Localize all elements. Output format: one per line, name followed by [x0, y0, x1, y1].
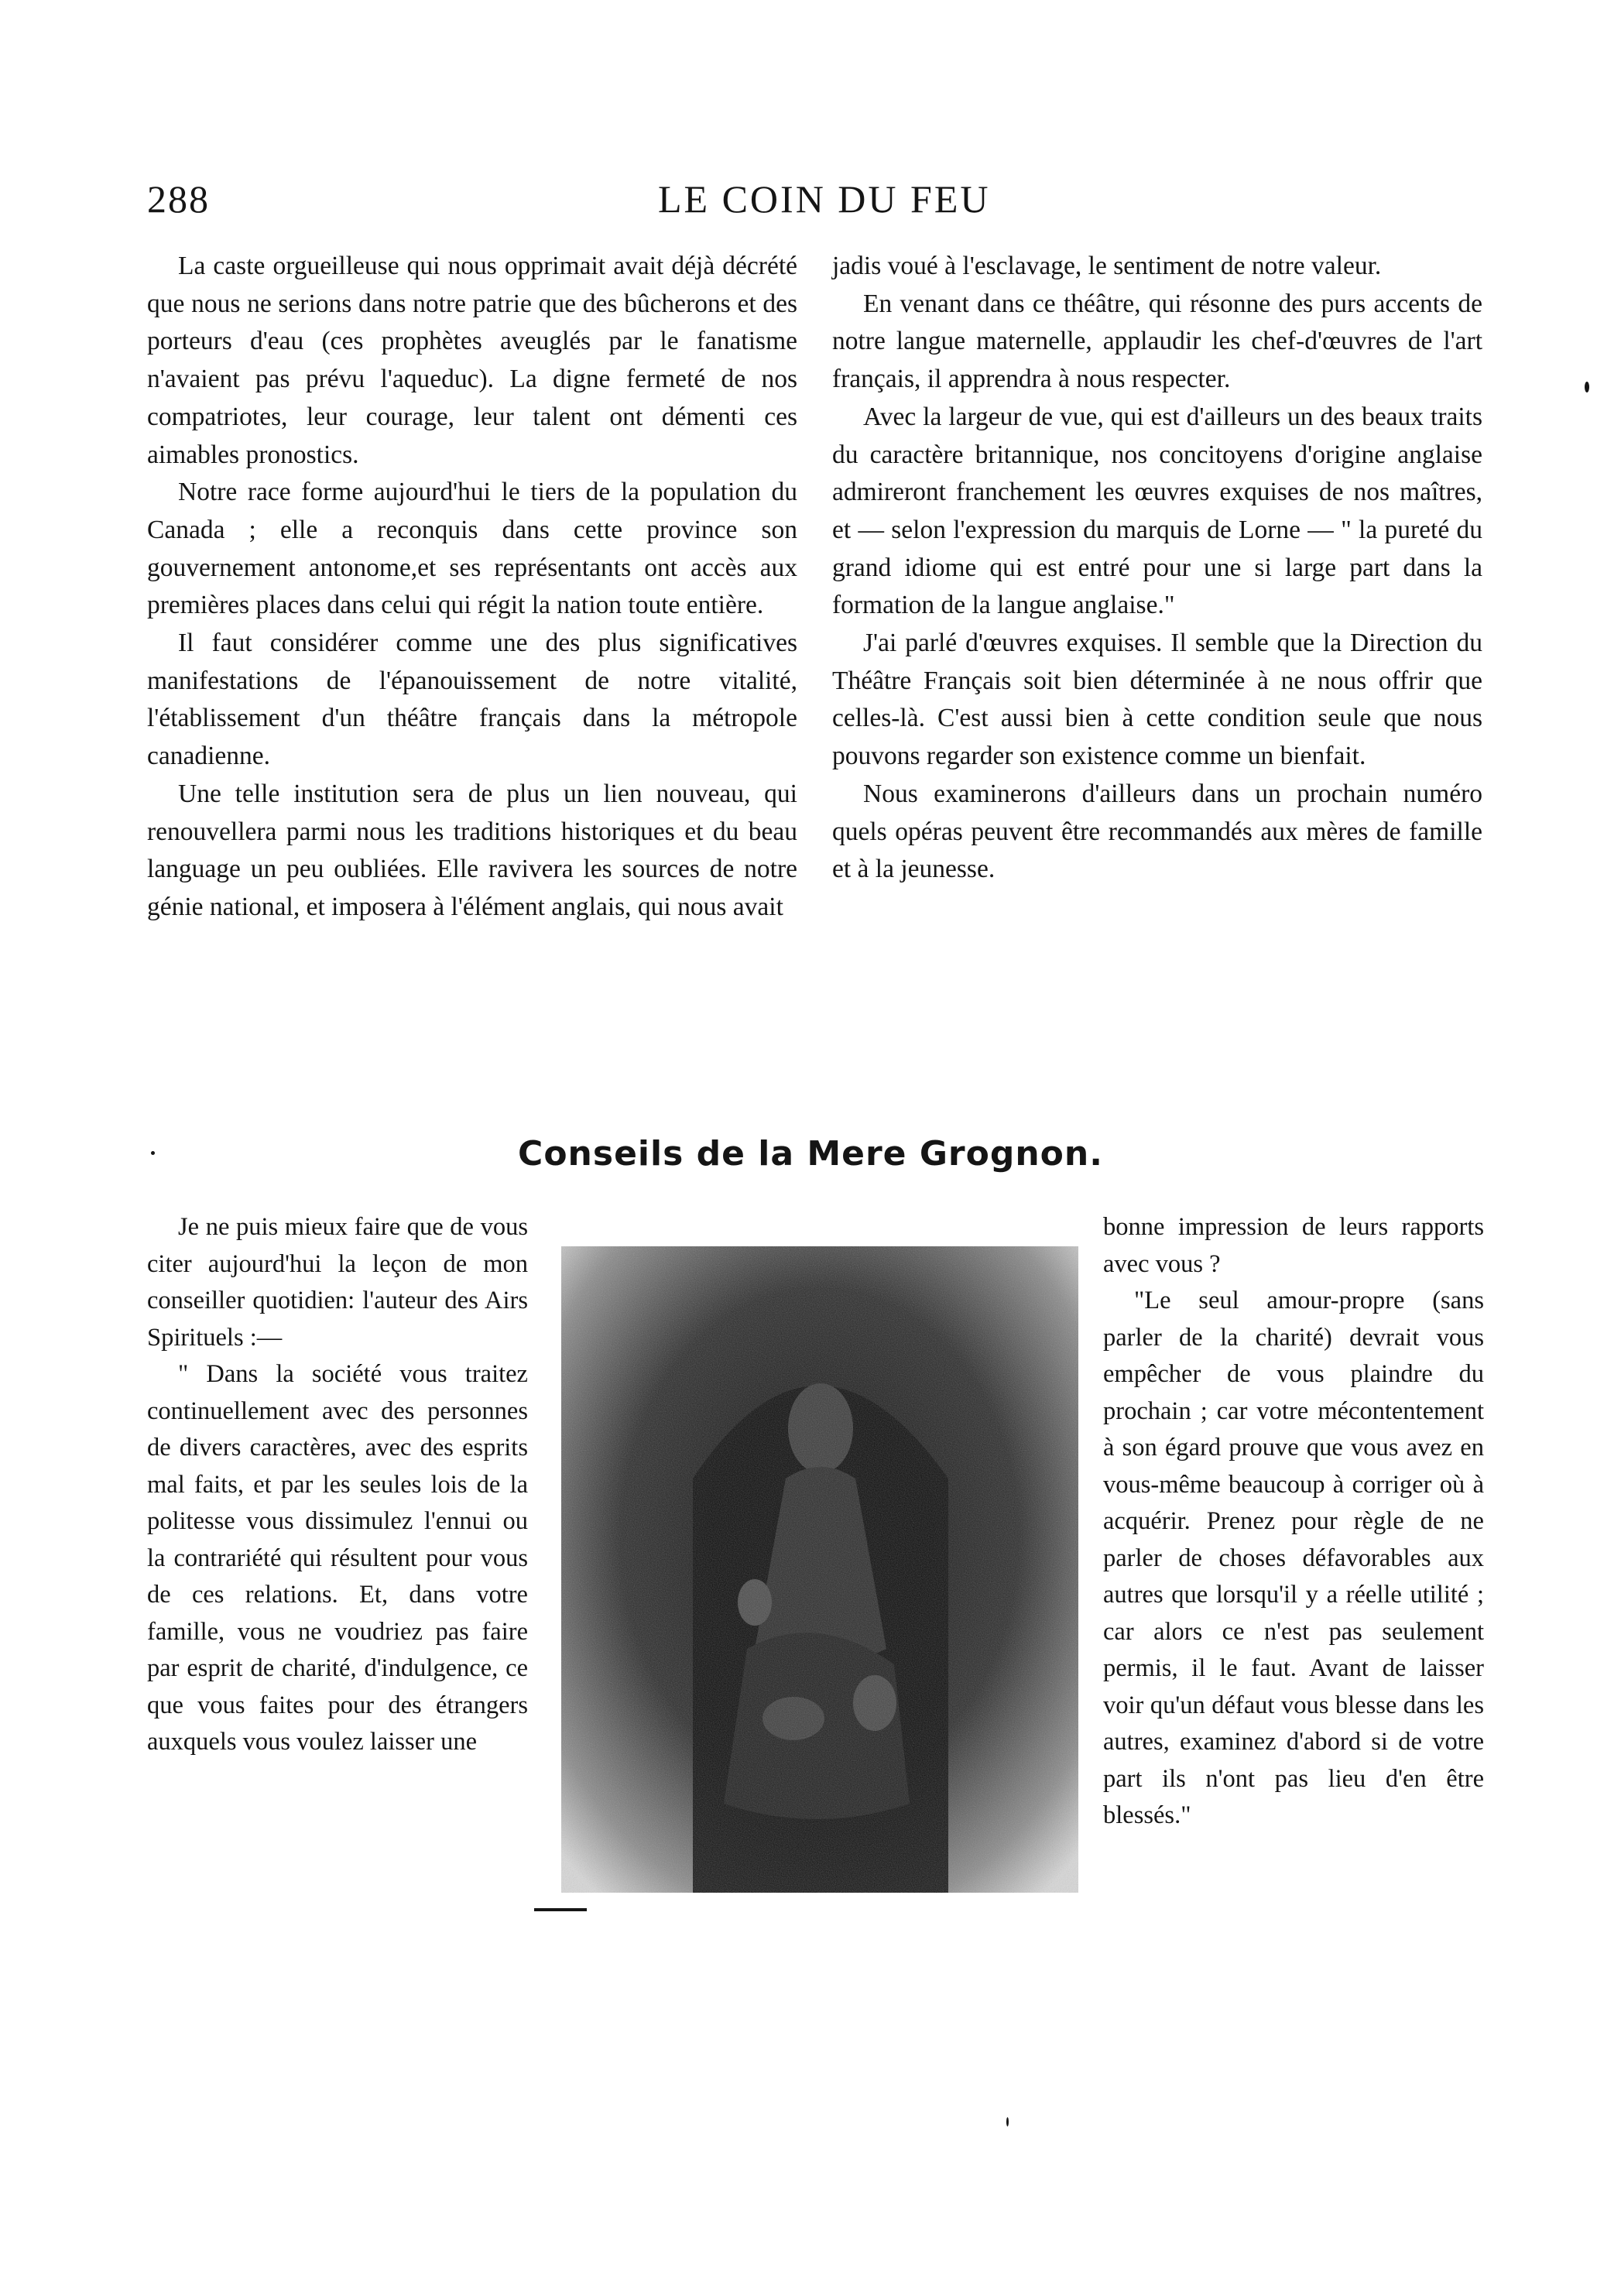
article1-paragraph: En venant dans ce théâtre, qui résonne des purs accents de notre langue maternelle, applaudir les chef-d'œuvres de l'art français, il apprendra à nous respecter. — [832, 289, 1482, 394]
article2-right-column — [1103, 1209, 1484, 1835]
margin-mark — [1006, 2117, 1009, 2126]
article2-continuation: bonne impression de leurs rapports avec vous ? — [1103, 1213, 1484, 1278]
article2-left-column — [147, 1209, 528, 1761]
section-title: Conseils de la Mere Grognon. — [518, 1134, 1103, 1174]
article1-paragraph: Nous examinerons d'ailleurs dans un prochain numéro quels opéras peuvent être recommandés aux mères de famille et à la jeunesse. — [832, 779, 1482, 884]
divider-mark — [534, 1908, 587, 1911]
article1-paragraph: Notre race forme aujourd'hui le tiers de la population du Canada ; elle a reconquis dans cette province son gouvernement antonome,et ses représentants ont accès aux premières places dans celui qui régit la nation toute entière. — [147, 478, 797, 620]
article1-paragraph: La caste orgueilleuse qui nous opprimait avait déjà décrété que nous ne serions dans notre patrie que des bûcherons et des porteurs d'eau (ces prophètes aveuglés par le fanatisme n'avaient pas prévu l'aqueduc). La digne fermeté de nos compatriotes, leur courage, leur talent ont démenti ces aimables pronostics. — [147, 252, 797, 469]
article2-paragraph: Je ne puis mieux faire que de vous citer aujourd'hui la leçon de mon conseiller quotidien: l'auteur des Airs Spirituels :— — [147, 1213, 528, 1352]
article2-paragraph: "Le seul amour-propre (sans parler de la charité) devrait vous empêcher de vous plaindre du prochain ; car votre mécontentement à son égard prouve que vous avez en vous-même beaucoup à corriger où à acquérir. Prenez pour règle de ne parler de choses défavorables aux autres que lorsqu'il y a réelle utilité ; car alors ce n'est pas seulement permis, il le faut. Avant de laisser voir qu'un défaut vous blesse dans les autres, examinez d'abord si de votre part ils n'ont pas lieu d'en être blessés." — [1103, 1287, 1484, 1829]
article1-paragraph: Avec la largeur de vue, qui est d'ailleurs un des beaux traits du caractère britannique, nos concitoyens d'origine anglaise admireront franchement les œuvres exquises de nos maîtres, et — selon l'expression du marquis de Lorne — " la pureté du grand idiome qui est entré pour une si large part dans la formation de la langue anglaise." — [832, 402, 1482, 620]
halftone-illustration-icon — [561, 1246, 1078, 1893]
article1-paragraph: J'ai parlé d'œuvres exquises. Il semble que la Direction du Théâtre Français soit bien déterminée à ne nous offrir que celles-là. C'est aussi bien à cette condition seule que nous pouvons regarder son existence comme un bienfait. — [832, 629, 1482, 771]
article1-paragraph: Il faut considérer comme une des plus significatives manifestations de l'épanouissement de notre vitalité, l'établissement d'un théâtre français dans la métropole canadienne. — [147, 629, 797, 771]
page-number: 288 — [147, 177, 210, 221]
article1-continuation: jadis voué à l'esclavage, le sentiment de notre valeur. — [832, 252, 1382, 280]
article1-right-column — [832, 248, 1482, 889]
article2-paragraph: " Dans la société vous traitez continuellement avec des personnes de divers caractères, avec des esprits mal faits, et par les seules lois de la politesse vous dissimulez l'ennui ou la contrariété qui résultent pour vous de ces relations. Et, dans votre famille, vous ne voudriez pas faire par esprit de charité, d'indulgence, ce que vous faites pour des étrangers auxquels vous voulez laisser une — [147, 1360, 528, 1756]
margin-mark — [1585, 382, 1589, 392]
running-head: LE COIN DU FEU — [658, 177, 991, 221]
article1-left-column — [147, 248, 797, 927]
article1-paragraph: Une telle institution sera de plus un lien nouveau, qui renouvellera parmi nous les traditions historiques et du beau language un peu oubliées. Elle ravivera les sources de notre génie national, et imposera à l'élément anglais, qui nous avait — [147, 779, 797, 921]
